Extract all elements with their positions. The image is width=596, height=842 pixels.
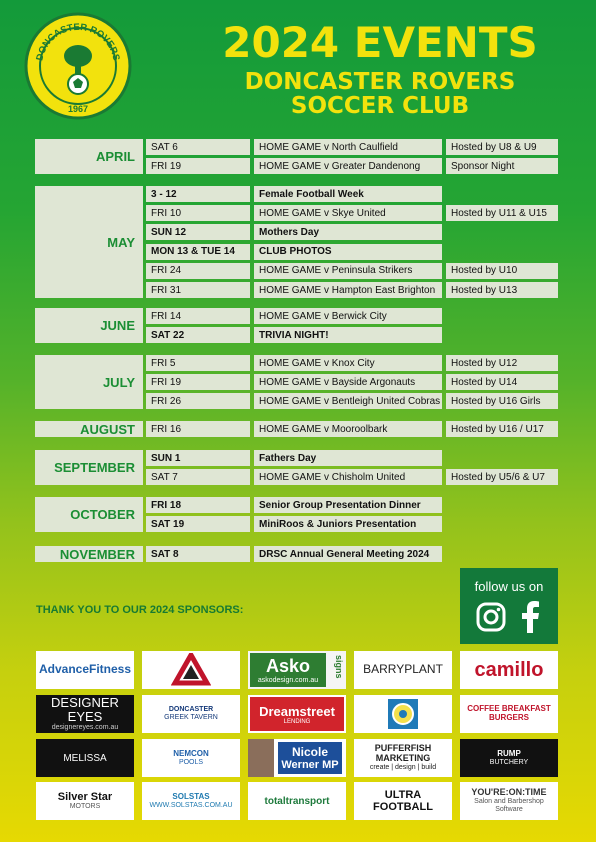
sponsor-badge[interactable] bbox=[354, 695, 452, 733]
sponsor-asko[interactable] bbox=[248, 651, 346, 689]
sponsor-name: PUFFERFISH MARKETING bbox=[374, 743, 432, 764]
sponsor-name: DESIGNER EYES bbox=[51, 695, 119, 725]
sponsor-name: Dreamstreet bbox=[259, 703, 335, 719]
event-host: Hosted by U13 bbox=[446, 282, 558, 298]
sponsor-name: SOLSTAS bbox=[172, 791, 210, 801]
month-june: JUNE bbox=[35, 308, 143, 343]
event-name: HOME GAME v Knox City bbox=[254, 355, 442, 371]
event-date: FRI 5 bbox=[146, 355, 250, 371]
facebook-icon[interactable] bbox=[520, 601, 540, 633]
event-name: HOME GAME v Bayside Argonauts bbox=[254, 374, 442, 390]
sponsor-solstas[interactable] bbox=[142, 782, 240, 820]
event-name: HOME GAME v Hampton East Brighton bbox=[254, 282, 442, 298]
sponsor-name: AdvanceFitness bbox=[38, 662, 132, 677]
sponsor-youre-on-time[interactable] bbox=[460, 782, 558, 820]
instagram-icon[interactable] bbox=[476, 602, 506, 632]
event-date: SAT 6 bbox=[146, 139, 250, 155]
event-name: HOME GAME v North Caulfield bbox=[254, 139, 442, 155]
sponsor-name: Nicole bbox=[291, 745, 328, 759]
event-host: Hosted by U12 bbox=[446, 355, 558, 371]
sponsor-subtext: BUTCHERY bbox=[489, 758, 529, 766]
event-date: FRI 10 bbox=[146, 205, 250, 221]
event-name: Fathers Day bbox=[254, 450, 442, 466]
event-name: MiniRoos & Juniors Presentation bbox=[254, 516, 442, 532]
nicole-photo bbox=[248, 739, 274, 777]
sponsor-name: RUMP bbox=[497, 748, 521, 758]
sponsor-designer-eyes[interactable] bbox=[36, 695, 134, 733]
logo-club-name: DONCASTER ROVERS bbox=[34, 21, 122, 62]
event-name: CLUB PHOTOS bbox=[254, 244, 442, 260]
event-host: Hosted by U16 Girls bbox=[446, 393, 558, 409]
follow-us-panel bbox=[460, 568, 558, 644]
badge-emblem-icon bbox=[387, 698, 419, 730]
event-name: Female Football Week bbox=[254, 186, 442, 202]
follow-us-label: follow us on bbox=[474, 579, 544, 594]
sponsor-doncaster-tavern[interactable] bbox=[142, 695, 240, 733]
page-title: 2024 EVENTS bbox=[222, 18, 538, 67]
sponsor-nemcon[interactable] bbox=[142, 739, 240, 777]
sponsor-subtext: create | design | build bbox=[369, 764, 437, 772]
event-name: HOME GAME v Skye United bbox=[254, 205, 442, 221]
event-host: Sponsor Night bbox=[446, 158, 558, 174]
sponsor-name: YOU'RE:ON:TIME bbox=[471, 787, 547, 798]
nicole-panel bbox=[278, 742, 342, 774]
event-name: HOME GAME v Greater Dandenong bbox=[254, 158, 442, 174]
event-name: DRSC Annual General Meeting 2024 bbox=[254, 546, 442, 562]
sponsor-advance-fitness[interactable] bbox=[36, 651, 134, 689]
sponsor-subtext: askodesign.com.au bbox=[257, 677, 319, 684]
red-emblem-icon bbox=[171, 653, 211, 687]
event-name: HOME GAME v Mooroolbark bbox=[254, 421, 442, 437]
event-date: SAT 7 bbox=[146, 469, 250, 485]
sponsor-subtext: GREEK TAVERN bbox=[164, 714, 218, 721]
event-name: Senior Group Presentation Dinner bbox=[254, 497, 442, 513]
sponsor-subtext: POOLS bbox=[178, 758, 204, 766]
event-host: Hosted by U5/6 & U7 bbox=[446, 469, 558, 485]
subtitle-line-1: DONCASTER ROVERS bbox=[244, 69, 516, 95]
event-name: HOME GAME v Peninsula Strikers bbox=[254, 263, 442, 279]
event-date: FRI 31 bbox=[146, 282, 250, 298]
sponsor-subtext: WWW.SOLSTAS.COM.AU bbox=[149, 801, 233, 809]
sponsor-total-transport[interactable] bbox=[248, 782, 346, 820]
sponsors-heading: THANK YOU TO OUR 2024 SPONSORS: bbox=[36, 604, 244, 616]
sponsor-silver-star[interactable] bbox=[36, 782, 134, 820]
sponsor-subtext: designereyes.com.au bbox=[51, 724, 119, 732]
event-date: FRI 14 bbox=[146, 308, 250, 324]
event-date: MON 13 & TUE 14 bbox=[146, 244, 250, 260]
month-september: SEPTEMBER bbox=[35, 450, 143, 485]
event-date: SUN 12 bbox=[146, 224, 250, 240]
month-august: AUGUST bbox=[35, 421, 143, 437]
sponsor-subtext: Werner MP bbox=[281, 759, 339, 771]
sponsor-barryplant[interactable] bbox=[354, 651, 452, 689]
month-april: APRIL bbox=[35, 139, 143, 174]
sponsor-red-logo[interactable] bbox=[142, 651, 240, 689]
event-date: SUN 1 bbox=[146, 450, 250, 466]
sponsor-name: BARRYPLANT bbox=[363, 662, 443, 677]
event-date: SAT 22 bbox=[146, 327, 250, 343]
sponsor-subtext: MOTORS bbox=[69, 803, 101, 811]
event-date: 3 - 12 bbox=[146, 186, 250, 202]
sponsor-ultra-football[interactable] bbox=[354, 782, 452, 820]
event-date: FRI 26 bbox=[146, 393, 250, 409]
sponsor-pufferfish[interactable] bbox=[354, 739, 452, 777]
sponsor-name: totaltransport bbox=[264, 795, 330, 807]
sponsor-name: MELISSA bbox=[63, 752, 107, 764]
month-october: OCTOBER bbox=[35, 497, 143, 532]
dreamstreet-panel bbox=[250, 697, 344, 731]
event-date: FRI 18 bbox=[146, 497, 250, 513]
subtitle-line-2: SOCCER CLUB bbox=[290, 93, 470, 119]
event-host: Hosted by U14 bbox=[446, 374, 558, 390]
event-name: TRIVIA NIGHT! bbox=[254, 327, 442, 343]
event-date: FRI 19 bbox=[146, 158, 250, 174]
sponsor-dreamstreet[interactable] bbox=[248, 695, 346, 733]
sponsor-name: DONCASTER bbox=[168, 706, 214, 714]
event-date: SAT 8 bbox=[146, 546, 250, 562]
sponsor-name: camillo bbox=[474, 659, 544, 681]
sponsor-subtext: Salon and Barbershop Software bbox=[474, 798, 544, 813]
event-date: FRI 19 bbox=[146, 374, 250, 390]
event-name: HOME GAME v Bentleigh United Cobras bbox=[254, 393, 442, 409]
event-host: Hosted by U10 bbox=[446, 263, 558, 279]
month-november: NOVEMBER bbox=[35, 546, 143, 562]
sponsor-name: Asko bbox=[265, 656, 310, 676]
sponsor-nicole-werner[interactable] bbox=[248, 739, 346, 777]
event-host: Hosted by U8 & U9 bbox=[446, 139, 558, 155]
club-logo bbox=[24, 12, 132, 120]
event-name: Mothers Day bbox=[254, 224, 442, 240]
sponsor-manos[interactable] bbox=[460, 695, 558, 733]
sponsor-name: ULTRA FOOTBALL bbox=[373, 788, 433, 813]
sponsor-melissa[interactable] bbox=[36, 739, 134, 777]
asko-tag: signs bbox=[334, 655, 344, 679]
sponsor-name: COFFEE BREAKFAST BURGERS bbox=[467, 704, 551, 722]
event-date: SAT 19 bbox=[146, 516, 250, 532]
event-name: HOME GAME v Berwick City bbox=[254, 308, 442, 324]
event-date: FRI 24 bbox=[146, 263, 250, 279]
sponsor-subtext: LENDING bbox=[283, 718, 311, 725]
page-subtitle bbox=[180, 70, 580, 118]
logo-year: 1967 bbox=[67, 104, 89, 114]
event-host: Hosted by U11 & U15 bbox=[446, 205, 558, 221]
month-may: MAY bbox=[35, 186, 143, 298]
asko-panel bbox=[250, 653, 326, 687]
sponsor-rump[interactable] bbox=[460, 739, 558, 777]
sponsor-camillo[interactable] bbox=[460, 651, 558, 689]
month-july: JULY bbox=[35, 355, 143, 409]
event-date: FRI 16 bbox=[146, 421, 250, 437]
event-host: Hosted by U16 / U17 bbox=[446, 421, 558, 437]
sponsor-name: Silver Star bbox=[57, 791, 113, 804]
event-name: HOME GAME v Chisholm United bbox=[254, 469, 442, 485]
sponsor-name: NEMCON bbox=[173, 748, 209, 758]
